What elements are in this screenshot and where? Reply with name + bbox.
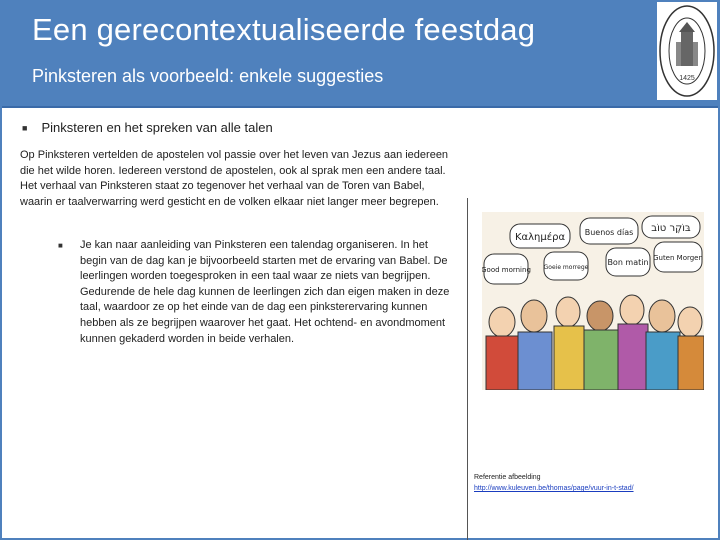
seal-year: 1425 xyxy=(679,75,695,82)
bubble-flemish: Goeie morrege xyxy=(543,264,589,271)
pentecost-paragraph: Op Pinksteren vertelden de apostelen vol passie over het leven van Jezus aan iedereen die het wilde horen. Iedereen verstond de apostelen, ook al sprak men een andere taal. Het verhaal van Pinksteren staat zo tegenover het verhaal van de Toren van Babel, waarin er taalverwarring werd gesticht en de volken elkaar niet langer meer begrepen. xyxy=(20,149,449,208)
slide-subtitle: Pinksteren als voorbeeld: enkele suggesties xyxy=(32,66,384,86)
sub-bullet-text: Je kan naar aanleiding van Pinksteren een talendag organiseren. In het begin van de dag kan je bijvoorbeeld starten met de ervaring van Babel. De leerlingen worden toegesproken in een taal waar ze niets van begrijpen. Gedurende de hele dag kunnen de leerlingen zich dan eigen maken in deze taal, waardoor ze op het einde van de dag een pinksterervaring kunnen hebben als ze begrijpen waarover het gaat. Het ochtend- en avondmoment kunnen gekaderd worden in beide verhalen. xyxy=(80,239,450,345)
bubble-hebrew: בּוֹקֶר טוֹב xyxy=(651,223,691,234)
bubble-spanish: Buenos días xyxy=(584,228,634,237)
slide-header xyxy=(0,0,720,108)
university-seal-icon xyxy=(657,2,717,100)
slide-title: Een gerecontextualiseerde feestdag xyxy=(32,12,536,47)
languages-cartoon xyxy=(482,212,704,390)
bullet-heading xyxy=(22,120,273,135)
bullet-square-icon: ■ xyxy=(22,122,28,133)
university-logo xyxy=(657,2,717,100)
bubble-german: Guten Morgen xyxy=(653,254,703,262)
bubble-english: Good morning xyxy=(482,266,531,274)
image-reference-label: Referentie afbeelding xyxy=(474,474,541,481)
bubble-greek: Καλημέρα xyxy=(514,232,566,243)
bubble-bon-matin: Bon matin xyxy=(607,258,649,267)
bullet-square-icon: ■ xyxy=(58,241,63,250)
bullet-heading-text: Pinksteren en het spreken van alle talen xyxy=(41,120,273,135)
image-reference-link[interactable]: http://www.kuleuven.be/thomas/page/vuur-in-t-stad/ xyxy=(474,485,634,492)
